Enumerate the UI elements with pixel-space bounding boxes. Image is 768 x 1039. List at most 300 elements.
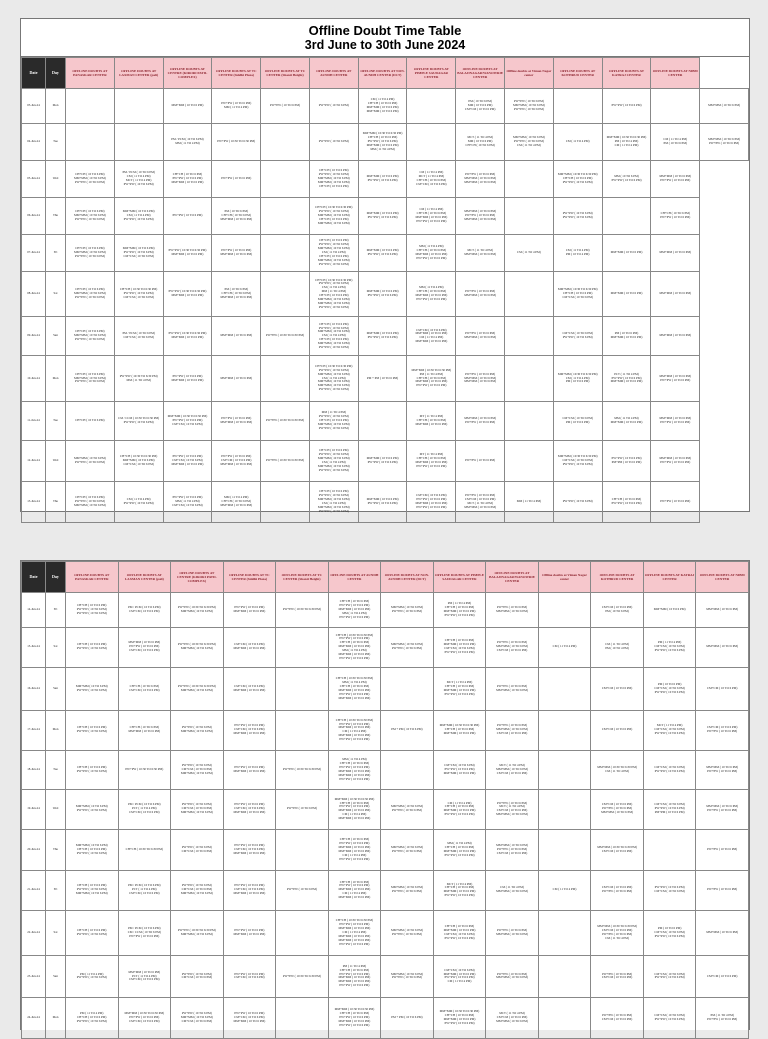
table-row	[22, 593, 749, 628]
schedule-cell: PM + PM ( 10 TO 6 PM)	[381, 710, 434, 751]
schedule-cell: PW+PW ( 10 TO 6 PM) MM+MM ( 10 TO 6 PM) MM+MM ( 10 TO 6 PM)	[456, 356, 505, 401]
schedule-cell: CM+CM ( 10 TO 6 PM)	[591, 710, 644, 751]
schedule-cell: PW+PW ( 10:30 TO 6:30 PM)	[118, 751, 171, 790]
schedule-cell: MM+MM ( 10:30 TO 6:30 PM) CH+CH ( 10 TO 6 PM) PW+PW ( 10 TO 6 PM)	[553, 161, 602, 198]
title-date-range: 3rd June to 30th June 2024	[304, 38, 466, 52]
schedule-cell	[538, 751, 591, 790]
schedule-cell: MM+MM ( 10 TO 6 PM) PW+PW ( 10 TO 6 PM)	[358, 161, 407, 198]
schedule-cell: MM+MM ( 10 TO 6 PM) PW+PW ( 10 TO 6 PM)	[456, 401, 505, 440]
table-row	[22, 998, 749, 1039]
timetable-table	[21, 561, 749, 1039]
day-cell: Wed	[46, 789, 66, 830]
schedule-cell: PW+PW ( 10 TO 6 PM)	[696, 830, 749, 871]
date-cell: 20-Jun-24	[22, 830, 46, 871]
schedule-cell	[276, 710, 329, 751]
date-cell: 23-Jun-24	[22, 955, 46, 998]
schedule-cell: CM+CM ( 10 TO 6 PM) MM+MM ( 10 TO 6 PM) PW+PW ( 10 TO 6 PM) CM ( 11 TO 4 PM)	[433, 955, 486, 998]
schedule-cell: PW+PW ( 10 TO 6 PM)	[602, 89, 651, 124]
day-cell: Tue	[46, 751, 66, 790]
schedule-cell: CH+CH ( 10:30 TO 6:30 PM) MM ( 11 TO 4 PM) CH+CH ( 10 TO 6 PM) MM+MM ( 10 TO 6 PM) PW+PW ( 10 TO 6 PM) MM+MM ( 10 TO 6 PM)	[328, 668, 381, 711]
schedule-cell	[651, 89, 700, 124]
schedule-cell: MM+MM ( 10 TO 6 PM)	[602, 272, 651, 317]
schedule-cell: CH+CH ( 10 TO 6 PM) PW+PW ( 10 TO 6 PM)	[66, 710, 119, 751]
schedule-cell: MM+MM ( 10 TO 6 PM) PW+PW ( 10 TO 6 PM)	[358, 198, 407, 235]
date-cell: 07-Jun-24	[22, 235, 46, 272]
schedule-cell: CH+CH ( 10 TO 6 PM) MM+MM ( 10 TO 6 PM) CM+CM ( 10 TO 6 PM) PW+PW ( 10 TO 6 PM)	[433, 911, 486, 956]
schedule-cell: MM+MM ( 10 TO 6 PM) PW+PW ( 10 TO 6 PM)	[66, 440, 115, 481]
table-row	[22, 272, 749, 317]
schedule-cell: MM+MM ( 10 TO 6 PM)	[651, 235, 700, 272]
date-cell: 04-Jun-24	[22, 124, 46, 161]
schedule-cell: CM+CM ( 10 TO 6 PM)	[696, 668, 749, 711]
schedule-cell	[261, 235, 310, 272]
schedule-cell: CM ( 11 TO 4 PM) MCT ( 11 TO 4 PM) CH+CH ( 10 TO 6 PM) CM+CM ( 10 TO 6 PM)	[407, 161, 456, 198]
schedule-cell: PW+PW ( 10 TO 6 PM) CM+CM ( 10 TO 6 PM) MM+MM ( 10 TO 6 PM)	[171, 789, 224, 830]
schedule-cell: PW+PW ( 10 TO 6 PM) MM+MM ( 10 TO 6 PM) CM+CM ( 10 TO 6 PM)	[171, 998, 224, 1039]
schedule-cell: MM+MM ( 10 TO 6 PM) PCT ( 11 TO 4 PM) CM+CM ( 10 TO 6 PM)	[118, 955, 171, 998]
schedule-cell	[261, 481, 310, 522]
schedule-cell: MM+MM ( 10:30 TO 6:30 PM) CH+CH ( 10 TO 6 PM) PW+PW ( 10 TO 6 PM) MM+MM ( 10 TO 6 PM) PW+PW ( 10 TO 6 PM)	[328, 998, 381, 1039]
schedule-cell: MM+MM ( 10:30 TO 6:30 PM) PM ( 11 TO 4 PM) CH+CH ( 10 TO 6 PM) MM+MM ( 10 TO 6 PM) PW+PW ( 10 TO 6 PM)	[407, 356, 456, 401]
schedule-cell	[505, 161, 554, 198]
day-cell: Sat	[46, 911, 66, 956]
column-header: Offline doubts at Viman Nagar center	[538, 562, 591, 593]
schedule-cell: MCT ( 11 TO 4 PM) CH+CH ( 10 TO 6 PM) MM+MM ( 10 TO 6 PM) PW+PW ( 10 TO 6 PM)	[433, 870, 486, 911]
schedule-cell	[261, 198, 310, 235]
schedule-cell	[407, 124, 456, 161]
schedule-cell: CH+CH ( 10 TO 6 PM) MM+MM ( 10 TO 6 PM) CM+CM ( 10 TO 6 PM) PW+PW ( 10 TO 6 PM)	[433, 627, 486, 668]
schedule-cell: MM+MM ( 10 TO 6 PM) PW+PW ( 10 TO 6 PM)	[696, 789, 749, 830]
schedule-cell: PM ( 10 TO 6 PM) CM+CM ( 10 TO 6 PM) PW+PW ( 10 TO 6 PM)	[643, 911, 696, 956]
schedule-cell	[114, 124, 163, 161]
schedule-cell: MM+MM ( 10 TO 6 PM) PW+PW ( 10 TO 6 PM)	[381, 593, 434, 628]
schedule-cell: PW+PW ( 10 TO 6 PM) MM+MM ( 10 TO 6 PM)	[212, 235, 261, 272]
schedule-cell: PW+PW ( 10 TO 6 PM)	[261, 89, 310, 124]
schedule-cell: MM+MM ( 10 TO 6 PM) PW+PW ( 10 TO 6 PM) CM ( 11 TO 4 PM)	[505, 124, 554, 161]
table-row	[22, 401, 749, 440]
schedule-cell: PM + PM ( 10 TO 6 PM)	[381, 998, 434, 1039]
schedule-cell: MCT ( 11 TO 4 PM) MM+MM ( 10 TO 6 PM) CM+CM ( 10 TO 6 PM)	[486, 751, 539, 790]
schedule-cell: CH+CH ( 10 TO 6 PM) MM+MM ( 10 TO 6 PM) PW+PW ( 10 TO 6 PM)	[66, 272, 115, 317]
schedule-cell	[66, 89, 115, 124]
schedule-cell: CM / CCM ( 10:30 TO 6:30 PM) PW+PW ( 10 TO 6 PM)	[114, 401, 163, 440]
schedule-cell	[66, 124, 115, 161]
schedule-cell: PW+PW ( 10 TO 6 PM) CM+CM ( 10 TO 6 PM)	[643, 870, 696, 911]
schedule-cell	[505, 440, 554, 481]
schedule-cell	[358, 401, 407, 440]
day-cell: Wed	[46, 440, 66, 481]
schedule-cell: MM+MM ( 10:30 TO 6:30 PM) CH+CH ( 10 TO 6 PM) CM+CM ( 10 TO 6 PM)	[553, 272, 602, 317]
schedule-cell: CH+CH ( 10 TO 6 PM) PW+PW ( 10 TO 6 PM)	[651, 198, 700, 235]
column-header: OFFLINE DOUBTS AT NON-AUNDH CENTER (DCT)	[358, 58, 407, 89]
schedule-cell: MM+MM ( 10 TO 6 PM) PW+PW ( 10 TO 6 PM)	[381, 870, 434, 911]
column-header: OFFLINE DOUBTS AT BALAJINAGAR/WANOWRIE CENTER	[486, 562, 539, 593]
schedule-cell: CH+CH ( 10 TO 6 PM) MM+MM ( 10 TO 6 PM) PW+PW ( 10 TO 6 PM)	[66, 317, 115, 356]
schedule-cell: PW+PW ( 10 TO 6 PM)	[276, 870, 329, 911]
schedule-cell: MM+MM ( 10 TO 6 PM) PW+PW ( 10 TO 6 PM)	[651, 401, 700, 440]
date-cell: 24-Jun-24	[22, 998, 46, 1039]
column-header: OFFLINE DOUBTS AT PIMPLE SAUDAGAR CENTER	[433, 562, 486, 593]
day-cell: Wed	[46, 161, 66, 198]
schedule-cell: MT ( 11 TO 4 PM) CH+CH ( 10 TO 6 PM) MM+MM ( 10 TO 6 PM)	[407, 401, 456, 440]
schedule-cell	[261, 124, 310, 161]
schedule-cell: MM ( 11 TO 4 PM) CH+CH ( 10 TO 6 PM) MM+MM ( 10 TO 6 PM)	[212, 481, 261, 522]
date-cell: 10-Jun-24	[22, 356, 46, 401]
schedule-cell: MM+MM ( 10 TO 6 PM)	[163, 89, 212, 124]
schedule-cell: PW+PW ( 10 TO 6 PM)	[696, 870, 749, 911]
schedule-cell: MM+MM ( 10 TO 6 PM)	[212, 356, 261, 401]
schedule-cell: MM+MM ( 10:30 TO 6:30 PM) CM+CM ( 10 TO 6 PM) PW+PW ( 10 TO 6 PM)	[553, 440, 602, 481]
schedule-cell: PW+PW ( 10:30 TO 6:30 PM)	[261, 440, 310, 481]
schedule-cell: MM+MM ( 10:30 TO 6:30 PM) PW+PW ( 10 TO 6 PM) CM+CM ( 10 TO 6 PM)	[163, 401, 212, 440]
table-row	[22, 751, 749, 790]
schedule-cell: CH+CH ( 10 TO 6 PM) PW+PW ( 10 TO 6 PM) MM+MM ( 10 TO 6 PM) MM+MM ( 10 TO 6 PM) CM ( 11 TO 4 PM) PW+PW ( 10 TO 6 PM)	[328, 830, 381, 871]
schedule-cell	[381, 668, 434, 711]
day-cell: Sat	[46, 272, 66, 317]
schedule-cell: MM+MM ( 10 TO 6 PM)	[643, 593, 696, 628]
schedule-cell: CM+CM ( 10 TO 6 PM) PM ( 10 TO 6 PM)	[553, 401, 602, 440]
schedule-cell: CH+CH ( 10:30 TO 6:30 PM) PW+PW ( 10 TO 6 PM) MM+MM ( 10 TO 6 PM) CM ( 11 TO 4 PM) MM+MM ( 10 TO 6 PM) MM+MM ( 10 TO 6 PM) PW+PW ( 10 TO 6 PM)	[309, 356, 358, 401]
schedule-cell: PW+PW ( 10 TO 6 PM) MM+MM ( 10 TO 6 PM)	[486, 593, 539, 628]
column-header: Date	[22, 562, 46, 593]
schedule-cell	[505, 272, 554, 317]
date-cell: 05-Jun-24	[22, 161, 46, 198]
schedule-cell: CM ( 11 TO 4 PM)	[538, 627, 591, 668]
schedule-cell: PW+PW ( 10 TO 6 PM) CM+CM ( 10 TO 6 PM)	[223, 955, 276, 998]
schedule-cell: PW+PW ( 10 TO 6 PM) MM+MM ( 10 TO 6 PM) CM+CM ( 10 TO 6 PM)	[486, 710, 539, 751]
column-header: OFFLINE DOUBTS AT KOTHRUD CENTER	[553, 58, 602, 89]
table-row	[22, 955, 749, 998]
schedule-cell: MT ( 11 TO 4 PM) CH+CH ( 10 TO 6 PM) MM+MM ( 10 TO 6 PM) PW+PW ( 10 TO 6 PM)	[407, 440, 456, 481]
schedule-cell	[114, 89, 163, 124]
schedule-cell: MM+MM ( 10:30 TO 6:30 PM) CM ( 11 TO 4 PM)	[591, 751, 644, 790]
column-header: OFFLINE DOUBTS AT LAXMAN CENTER (pali)	[118, 562, 171, 593]
schedule-cell: PW+PW ( 10 TO 6 PM) CM+CM ( 10 TO 6 PM) MM+MM ( 10 TO 6 PM)	[171, 870, 224, 911]
schedule-cell: MM ( 11 TO 4 PM) MM+MM ( 10 TO 6 PM)	[602, 401, 651, 440]
schedule-cell: CH+CH ( 10:30 TO 6:30 PM) MM+MM ( 10 TO 6 PM) CM+CM ( 10 TO 6 PM)	[114, 440, 163, 481]
schedule-cell: MM+MM ( 10 TO 6 PM)	[700, 89, 749, 124]
schedule-cell: PM / PCM ( 10 TO 6 PM) CM+CM ( 10 TO 6 PM)	[118, 593, 171, 628]
column-header: OFFLINE DOUBTS AT AUNDH CENTER	[328, 562, 381, 593]
schedule-cell: MM+MM ( 10 TO 6 PM)	[651, 272, 700, 317]
schedule-cell: MCT ( 11 TO 4 PM) MM ( 10 TO 6 PM) CH+CH ( 10 TO 6 PM)	[456, 124, 505, 161]
schedule-cell: CM+CM ( 10 TO 6 PM) MM+MM ( 10 TO 6 PM) CM ( 11 TO 4 PM) MM+MM ( 10 TO 6 PM)	[407, 317, 456, 356]
schedule-cell: PW+PW ( 10 TO 6 PM) CM+CM ( 10 TO 6 PM) MM+MM ( 10 TO 6 PM)	[171, 751, 224, 790]
schedule-cell: PW+PW ( 10 TO 6 PM)	[163, 198, 212, 235]
day-cell: Sun	[46, 317, 66, 356]
schedule-cell: PM ( 11 TO 4 PM) CM+CM ( 10 TO 6 PM) PW+PW ( 10 TO 6 PM)	[643, 627, 696, 668]
title-main: Offline Doubt Time Table	[308, 23, 462, 38]
schedule-cell: CH+CH ( 10 TO 6 PM) MM+MM ( 10 TO 6 PM) PW+PW ( 10 TO 6 PM)	[66, 356, 115, 401]
column-header: OFFLINE DOUBTS AT AUNDH CENTER	[309, 58, 358, 89]
schedule-cell: MM+MM ( 10 TO 6 PM) PW+PW ( 10 TO 6 PM)	[358, 235, 407, 272]
column-header: OFFLINE DOUBTS AT NON-AUNDH CENTER (DCT)	[381, 562, 434, 593]
schedule-cell: PW+PW ( 10:30 TO 6:30 PM)	[212, 124, 261, 161]
schedule-cell: MM+MM ( 10 TO 6 PM) PW+PW ( 10 TO 6 PM)	[358, 317, 407, 356]
schedule-cell: PW+PW ( 10 TO 6 PM) MM+MM ( 10 TO 6 PM)	[456, 272, 505, 317]
schedule-cell	[261, 161, 310, 198]
schedule-cell: PM ( 10 TO 6 PM) CH+CH ( 10 TO 6 PM) MM+MM ( 10 TO 6 PM)	[212, 272, 261, 317]
column-header: OFFLINE DOUBTS AT BALAJINAGAR/WANOWRIE CENTER	[456, 58, 505, 89]
schedule-cell: MM+MM ( 10:30 TO 6:30 PM) CH+CH ( 10 TO 6 PM) PW+PW ( 10 TO 6 PM) MM+MM ( 10 TO 6 PM) CM ( 11 TO 4 PM) MM+MM ( 10 TO 6 PM)	[328, 789, 381, 830]
schedule-cell	[505, 198, 554, 235]
schedule-cell: CM+CM ( 10 TO 6 PM)	[696, 955, 749, 998]
schedule-cell: PW+PW ( 10 TO 6 PM) MM+MM ( 10 TO 6 PM)	[212, 401, 261, 440]
schedule-cell: MCT ( 11 TO 4 PM) CH+CH ( 10 TO 6 PM) MM+MM ( 10 TO 6 PM) PW+PW ( 10 TO 6 PM)	[433, 668, 486, 711]
schedule-cell: PW+PW ( 10 TO 6 PM) CM+CM ( 10 TO 6 PM)	[171, 955, 224, 998]
schedule-cell: PW+PW ( 10 TO 6 PM) CM+CM ( 10 TO 6 PM) MM+MM ( 10 TO 6 PM)	[212, 440, 261, 481]
table-row	[22, 235, 749, 272]
schedule-cell: MM+MM ( 10 TO 6 PM) CM ( 11 TO 4 PM) PW+PW ( 10 TO 6 PM)	[114, 198, 163, 235]
schedule-cell: PW+PW ( 10:30 TO 6:30 PM)	[276, 593, 329, 628]
column-header: Offline doubts at Viman Nagar center	[505, 58, 554, 89]
schedule-cell: MM ( 11 TO 4 PM)	[505, 481, 554, 522]
timetable-page-2	[20, 560, 750, 1030]
column-header: OFFLINE DOUBTS AT NIBM CENTER	[696, 562, 749, 593]
schedule-cell: CH+CH ( 10:30 TO 6:30 PM) PW+PW ( 10 TO 6 PM) CM+CM ( 10 TO 6 PM)	[114, 272, 163, 317]
day-cell: Mon	[46, 89, 66, 124]
schedule-cell: PW+PW ( 10:30 TO 6:30 PM) MM+MM ( 10 TO 6 PM)	[171, 911, 224, 956]
date-cell: 08-Jun-24	[22, 272, 46, 317]
schedule-cell: CM+CM ( 10 TO 6 PM) PW+PW ( 10 TO 6 PM) MM+MM ( 10 TO 6 PM)	[433, 751, 486, 790]
schedule-cell: PW+PW ( 10:30 TO 6:30 PM) MM ( 11 TO 4 PM)	[114, 356, 163, 401]
schedule-cell: MM ( 11 TO 4 PM) CH+CH ( 10 TO 6 PM) PW+PW ( 10 TO 6 PM) MM+MM ( 10 TO 6 PM) MM+MM ( 10 TO 6 PM) PW+PW ( 10 TO 6 PM)	[328, 751, 381, 790]
day-cell: Thu	[46, 198, 66, 235]
schedule-cell	[538, 789, 591, 830]
schedule-cell: MM ( 11 TO 4 PM) CH+CH ( 10 TO 6 PM) MM+MM ( 10 TO 6 PM) PW+PW ( 10 TO 6 PM)	[433, 830, 486, 871]
schedule-cell: CM ( 11 TO 4 PM) CH+CH ( 10 TO 6 PM) MM+MM ( 10 TO 6 PM) PW+PW ( 10 TO 6 PM)	[433, 789, 486, 830]
table-row	[22, 124, 749, 161]
schedule-cell: MCT ( 11 TO 4 PM) CM+CM ( 10 TO 6 PM) MM+MM ( 10 TO 6 PM)	[486, 998, 539, 1039]
schedule-cell: CM+CM ( 10 TO 6 PM) PW+PW ( 10 TO 6 PM)	[643, 955, 696, 998]
schedule-cell	[538, 668, 591, 711]
schedule-cell: MM+MM ( 10 TO 6 PM) PW+PW ( 10 TO 6 PM)	[381, 911, 434, 956]
schedule-cell: CM+CM ( 10 TO 6 PM) PW+PW ( 10 TO 6 PM)	[696, 710, 749, 751]
schedule-cell: CM ( 11 TO 4 PM) CH+CH ( 10 TO 6 PM) MM+MM ( 10 TO 6 PM) MM+MM ( 10 TO 6 PM)	[358, 89, 407, 124]
schedule-cell	[538, 830, 591, 871]
schedule-cell: MM+MM ( 10:30 TO 6:30 PM) CM+CM ( 10 TO 6 PM) PW+PW ( 10 TO 6 PM) CM ( 11 TO 4 PM)	[591, 911, 644, 956]
schedule-cell: CM+CM ( 10 TO 6 PM) PW+PW ( 10 TO 6 PM) PM+PM ( 10 TO 6 PM)	[643, 789, 696, 830]
schedule-cell: CH+CH ( 10 TO 6 PM) PW+PW ( 10 TO 6 PM) MM+MM ( 10 TO 6 PM) CM ( 11 TO 4 PM) MM+MM ( 10 TO 6 PM)	[328, 870, 381, 911]
date-cell: 06-Jun-24	[22, 198, 46, 235]
schedule-cell	[261, 272, 310, 317]
schedule-cell: CH+CH ( 10 TO 6 PM) PW+PW ( 10 TO 6 PM) MM+MM ( 10 TO 6 PM)	[66, 870, 119, 911]
schedule-cell: CH+CH ( 10 TO 6 PM) PW+PW ( 10 TO 6 PM)	[66, 911, 119, 956]
header-row	[22, 562, 749, 593]
schedule-cell: CM ( 11 TO 4 PM) PM ( 10 TO 4 PM)	[553, 235, 602, 272]
column-header: OFFLINE DOUBTS AT PIMPLE SAUDAGAR CENTER	[407, 58, 456, 89]
timetable-page-1	[20, 18, 750, 512]
schedule-cell: PM / PCM ( 10 TO 6 PM) CM+CM ( 10 TO 6 PM)	[114, 317, 163, 356]
schedule-cell: MM ( 11 TO 4 PM) PW+PW ( 10 TO 6 PM) CH+CH ( 10 TO 6 PM) MM+MM ( 10 TO 6 PM) PW+PW ( 10 TO 6 PM)	[309, 401, 358, 440]
schedule-cell: PW+PW ( 10 TO 6 PM) CM+CM ( 10 TO 6 PM) MM+MM ( 10 TO 6 PM)	[223, 830, 276, 871]
timetable-table	[21, 57, 749, 523]
date-cell: 12-Jun-24	[22, 440, 46, 481]
schedule-cell: MM+MM ( 10:30 TO 6:30 PM) CH+CH ( 10 TO 6 PM) MM+MM ( 10 TO 6 PM)	[433, 710, 486, 751]
schedule-cell: PM / PCM ( 10 TO 6 PM) CM ( 11 TO 4 PM) MCT ( 11 TO 4 PM) PW+PW ( 10 TO 6 PM)	[114, 161, 163, 198]
schedule-cell: MM+MM ( 10:30 TO 6:30 PM) CM+CM ( 10 TO 6 PM)	[591, 830, 644, 871]
day-cell: Sat	[46, 627, 66, 668]
date-cell: 22-Jun-24	[22, 911, 46, 956]
column-header: OFFLINE DOUBTS AT LAXMAN CENTER (pali)	[114, 58, 163, 89]
schedule-cell: PW+PW ( 10 TO 6 PM) CM+CM ( 10 TO 6 PM) MM+MM ( 10 TO 6 PM)	[223, 789, 276, 830]
schedule-cell: PW+PW ( 10 TO 6 PM) MM+MM ( 10 TO 6 PM)	[163, 356, 212, 401]
schedule-cell: CH+CH ( 10 TO 6 PM) PW+PW ( 10 TO 6 PM) MM+MM ( 10 TO 6 PM) CM ( 11 TO 4 PM) MM+MM ( 10 TO 6 PM) PW+PW ( 10 TO 6 PM)	[309, 481, 358, 522]
schedule-cell: MM+MM ( 10 TO 6 PM) PW+PW ( 10 TO 6 PM)	[651, 356, 700, 401]
schedule-cell: MM+MM ( 10 TO 6 PM) PW+PW ( 10 TO 6 PM) CM+CM ( 10 TO 6 PM)	[118, 627, 171, 668]
column-header: Day	[46, 562, 66, 593]
schedule-cell: CM+CM ( 10 TO 6 PM) MM+MM ( 10 TO 6 PM)	[223, 627, 276, 668]
schedule-cell	[276, 668, 329, 711]
column-header: OFFLINE DOUBTS AT TC CENTER (Shanti Height)	[276, 562, 329, 593]
schedule-cell: CH+CH ( 10 TO 6 PM) MM+MM ( 10 TO 6 PM)	[118, 710, 171, 751]
schedule-cell: PW+PW ( 10 TO 6 PM)	[276, 789, 329, 830]
schedule-cell: PM / PCM ( 10 TO 6 PM) PCT ( 11 TO 4 PM) CM+CM ( 10 TO 6 PM)	[118, 870, 171, 911]
schedule-cell: MM+MM ( 10 TO 6 PM) PW+PW ( 10 TO 6 PM)	[381, 789, 434, 830]
schedule-cell: MM+MM ( 10 TO 6 PM) PW+PW ( 10 TO 6 PM)	[358, 481, 407, 522]
date-cell: 21-Jun-24	[22, 870, 46, 911]
schedule-cell: PW+PW ( 10:30 TO 6:30 PM)	[261, 401, 310, 440]
date-cell: 18-Jun-24	[22, 751, 46, 790]
schedule-cell: CH+CH ( 10:30 TO 6:30 PM) PW+PW ( 10 TO 6 PM) CH+CH ( 10 TO 6 PM) MM+MM ( 10 TO 6 PM) MM ( 11 TO 4 PM) MM+MM ( 10 TO 6 PM) PW+PW ( 10 TO 6 PM)	[328, 627, 381, 668]
schedule-cell: PW+PW ( 10 TO 6 PM)	[456, 440, 505, 481]
table-row	[22, 830, 749, 871]
day-cell: Tue	[46, 124, 66, 161]
schedule-cell: MM+MM ( 10 TO 6 PM) PW+PW ( 10 TO 6 PM)	[66, 789, 119, 830]
schedule-cell: PW+PW ( 10:30 TO 6:30 PM) MM+MM ( 10 TO 6 PM)	[171, 668, 224, 711]
schedule-cell	[538, 911, 591, 956]
schedule-cell: MM+MM ( 10 TO 6 PM) PW+PW ( 10 TO 6 PM)	[358, 272, 407, 317]
schedule-cell	[505, 401, 554, 440]
column-header: OFFLINE DOUBTS AT TC CENTER (Siddhi Plaza)	[223, 562, 276, 593]
day-cell: Mon	[46, 710, 66, 751]
schedule-cell: CH+CH ( 10:30 TO 6:30 PM) PW+PW ( 10 TO 6 PM) MM+MM ( 10 TO 6 PM) CM ( 11 TO 4 PM) MM+MM ( 10 TO 6 PM) PW+PW ( 10 TO 6 PM)	[328, 710, 381, 751]
schedule-cell: PW+PW ( 10 TO 6 PM) CM+CM ( 10 TO 6 PM) MM+MM ( 10 TO 6 PM)	[223, 998, 276, 1039]
schedule-cell: MCT ( 11 TO 4 PM) CM+CM ( 10 TO 6 PM) PW+PW ( 10 TO 6 PM)	[643, 710, 696, 751]
date-cell: 17-Jun-24	[22, 710, 46, 751]
schedule-cell	[505, 356, 554, 401]
schedule-cell: MM+MM ( 10:30 TO 6:30 PM) PW+PW ( 10 TO 6 PM) CM+CM ( 10 TO 6 PM)	[118, 998, 171, 1039]
schedule-cell: PM / PCM ( 10 TO 6 PM) PCT ( 11 TO 4 PM) CM+CM ( 10 TO 6 PM)	[118, 789, 171, 830]
schedule-cell: PW+PW ( 10 TO 6 PM) MM+MM ( 10 TO 6 PM)	[486, 955, 539, 998]
schedule-cell: PW+PW ( 10 TO 6 PM)	[309, 89, 358, 124]
schedule-cell: CH+CH ( 10 TO 6 PM) MM+MM ( 10 TO 6 PM) PW+PW ( 10 TO 6 PM)	[66, 235, 115, 272]
schedule-cell: CH+CH ( 10:30 TO 6:30 PM) PW+PW ( 10 TO 6 PM) CM ( 11 TO 4 PM) MM ( 11 TO 4 PM) CH+CH ( 10 TO 6 PM) MM+MM ( 10 TO 6 PM) MM+MM ( 10 TO 6 PM) PW+PW ( 10 TO 6 PM)	[309, 272, 358, 317]
schedule-cell: CH+CH ( 10 TO 6 PM)	[66, 401, 115, 440]
table-row	[22, 317, 749, 356]
schedule-cell: MM+MM ( 10 TO 6 PM)	[696, 911, 749, 956]
column-header: OFFLINE DOUBTS AT PANASKAR CENTER	[66, 562, 119, 593]
schedule-cell: PW+PW ( 10:30 TO 6:30 PM)	[276, 955, 329, 998]
schedule-cell: CM ( 11 TO 4 PM) CH+CH ( 10 TO 6 PM) MM+MM ( 10 TO 6 PM) PW+PW ( 10 TO 6 PM)	[407, 198, 456, 235]
date-cell: 11-Jun-24	[22, 401, 46, 440]
schedule-cell: CM+CM ( 10 TO 6 PM) MM+MM ( 10 TO 6 PM)	[223, 668, 276, 711]
schedule-cell: CH+CH ( 10 TO 6 PM) PW+PW ( 10 TO 6 PM) MM+MM ( 10 TO 6 PM) CM ( 11 TO 4 PM) CH+CH ( 10 TO 6 PM) MM+MM ( 10 TO 6 PM) PW+PW ( 10 TO 6 PM)	[309, 235, 358, 272]
column-header: OFFLINE DOUBTS AT CENTRE (KIRORI PATIL COMPLEX)	[163, 58, 212, 89]
column-header: OFFLINE DOUBTS AT TC CENTER (Siddhi Plaza)	[212, 58, 261, 89]
schedule-cell	[261, 356, 310, 401]
schedule-cell: CM ( 11 TO 4 PM) PM ( 10 TO 4 PM)	[591, 627, 644, 668]
header-row	[22, 58, 749, 89]
schedule-cell: CM+CM ( 10 TO 6 PM) PW+PW ( 10 TO 6 PM)	[643, 751, 696, 790]
schedule-cell	[505, 317, 554, 356]
schedule-cell: PW+PW ( 10 TO 6 PM)	[651, 481, 700, 522]
schedule-cell: MM+MM ( 10 TO 6 PM) PW+PW ( 10 TO 6 PM) CM+CM ( 10 TO 6 PM)	[114, 235, 163, 272]
day-cell: Mon	[46, 356, 66, 401]
schedule-cell: PW+PW ( 10:30 TO 6:30 PM) MM+MM ( 10 TO 6 PM)	[163, 317, 212, 356]
table-row	[22, 789, 749, 830]
column-header: OFFLINE DOUBTS AT PANASKAR CENTER	[66, 58, 115, 89]
schedule-cell	[553, 89, 602, 124]
table-row	[22, 668, 749, 711]
schedule-cell: PW+PW ( 10 TO 6 PM) PM+PM ( 10 TO 6 PM)	[602, 440, 651, 481]
schedule-cell: CM+CM ( 10 TO 6 PM) PW+PW ( 10 TO 6 PM)	[591, 870, 644, 911]
date-cell: 16-Jun-24	[22, 668, 46, 711]
schedule-cell	[643, 830, 696, 871]
schedule-cell: CM+CM ( 10 TO 6 PM) PW+PW ( 10 TO 6 PM)	[643, 998, 696, 1039]
schedule-cell: MM ( 10 TO 6 PM) PW+PW ( 10 TO 6 PM)	[602, 161, 651, 198]
schedule-cell: PW+PW ( 10 TO 6 PM)	[553, 481, 602, 522]
schedule-cell: PM ( 10 TO 6 PM) CM+CM ( 10 TO 6 PM) PW+PW ( 10 TO 6 PM)	[643, 668, 696, 711]
day-cell: Mon	[46, 998, 66, 1039]
schedule-cell: CH+CH ( 10 TO 6 PM) PW+PW ( 10 TO 6 PM) MM+MM ( 10 TO 6 PM) MM ( 11 TO 4 PM) PW+PW ( 10 TO 6 PM)	[328, 593, 381, 628]
schedule-cell: PW+PW ( 10:30 TO 6:30 PM)	[276, 751, 329, 790]
day-cell: Fri	[46, 870, 66, 911]
schedule-cell: CM+CM ( 10 TO 6 PM) PW+PW ( 10 TO 6 PM) MM+MM ( 10 TO 6 PM) PW+PW ( 10 TO 6 PM)	[407, 481, 456, 522]
schedule-cell: PW+PW ( 10:30 TO 6:30 PM) MM+MM ( 10 TO 6 PM)	[171, 627, 224, 668]
table-row	[22, 89, 749, 124]
schedule-cell: PW+PW ( 10 TO 6 PM) CM+CM ( 10 TO 6 PM)	[591, 955, 644, 998]
schedule-cell: MM+MM ( 10:30 TO 6:30 PM) CM ( 11 TO 4 PM) PM ( 10 TO 6 PM)	[553, 356, 602, 401]
schedule-cell: MM+MM ( 10 TO 6 PM)	[212, 317, 261, 356]
schedule-cell: MM+MM ( 10:30 TO 6:30 PM) CH+CH ( 10 TO 6 PM) PW+PW ( 10 TO 6 PM) MM+MM ( 10 TO 6 PM) MM ( 11 TO 4 PM)	[358, 124, 407, 161]
table-row	[22, 161, 749, 198]
table-row	[22, 356, 749, 401]
schedule-cell: PW+PW ( 10:30 TO 6:30 PM) MM+MM ( 10 TO 6 PM)	[163, 272, 212, 317]
schedule-cell: PW+PW ( 10 TO 6 PM) MM+MM ( 10 TO 6 PM)	[223, 593, 276, 628]
day-cell: Fri	[46, 235, 66, 272]
table-row	[22, 627, 749, 668]
column-header: OFFLINE DOUBTS AT CENTRE (KIRORI PATIL COMPLEX)	[171, 562, 224, 593]
schedule-cell: CH+CH ( 10 TO 6 PM) PW+PW ( 10 TO 6 PM)	[602, 481, 651, 522]
schedule-cell: PW+PW ( 10 TO 6 PM) CM+CM ( 10 TO 6 PM) MM+MM ( 10 TO 6 PM)	[163, 440, 212, 481]
column-header: OFFLINE DOUBTS AT NIBM CENTER	[651, 58, 700, 89]
schedule-cell: CM+CM ( 10 TO 6 PM)	[591, 668, 644, 711]
schedule-cell: MM+MM ( 10 TO 6 PM)	[696, 593, 749, 628]
schedule-cell: PW+PW ( 10 TO 6 PM) CM+CM ( 10 TO 6 PM) MCT ( 11 TO 4 PM) MM+MM ( 10 TO 6 PM)	[456, 481, 505, 522]
schedule-cell: CM+CM ( 10 TO 6 PM) PW+PW ( 10 TO 6 PM)	[553, 317, 602, 356]
schedule-cell: CM ( 11 TO 4 PM) PW+PW ( 10 TO 6 PM)	[114, 481, 163, 522]
table-row	[22, 481, 749, 522]
schedule-cell: PW+PW ( 10 TO 6 PM) CM+CM ( 10 TO 6 PM)	[591, 998, 644, 1039]
day-cell: Sun	[46, 668, 66, 711]
date-cell: 09-Jun-24	[22, 317, 46, 356]
schedule-cell: MM+MM ( 10 TO 6 PM)	[602, 235, 651, 272]
schedule-cell: PW+PW ( 10:30 TO 6:30 PM) MM+MM ( 10 TO 6 PM)	[171, 593, 224, 628]
schedule-cell: CH+CH ( 10 TO 6 PM) PW+PW ( 10 TO 6 PM) MM+MM ( 10 TO 6 PM)	[163, 161, 212, 198]
schedule-cell: MM+MM ( 10 TO 6 PM) PW+PW ( 10 TO 6 PM)	[381, 830, 434, 871]
schedule-cell: PW+PW ( 10 TO 6 PM)	[309, 124, 358, 161]
date-cell: 14-Jun-24	[22, 593, 46, 628]
schedule-cell: MM+MM ( 10 TO 6 PM) PW+PW ( 10 TO 6 PM)	[700, 124, 749, 161]
schedule-cell: CM ( 11 TO 4 PM) PM ( 10 TO 6 PM)	[651, 124, 700, 161]
day-cell: Fri	[46, 593, 66, 628]
schedule-cell: CH+CH ( 10 TO 6 PM) PW+PW ( 10 TO 6 PM) PW+PW ( 10 TO 6 PM)	[66, 593, 119, 628]
schedule-cell: MM+MM ( 10 TO 6 PM) PW+PW ( 10 TO 6 PM)	[696, 751, 749, 790]
schedule-cell: CM+CM ( 10 TO 6 PM) PW+PW ( 10 TO 6 PM) MM+MM ( 10 TO 6 PM)	[591, 789, 644, 830]
schedule-cell: PM ( 11 TO 4 PM) CH+CH ( 10 TO 6 PM) PW+PW ( 10 TO 6 PM) MM+MM ( 10 TO 6 PM) MM+MM ( 10 TO 6 PM) PW+PW ( 10 TO 6 PM)	[328, 955, 381, 998]
day-cell: Sun	[46, 955, 66, 998]
